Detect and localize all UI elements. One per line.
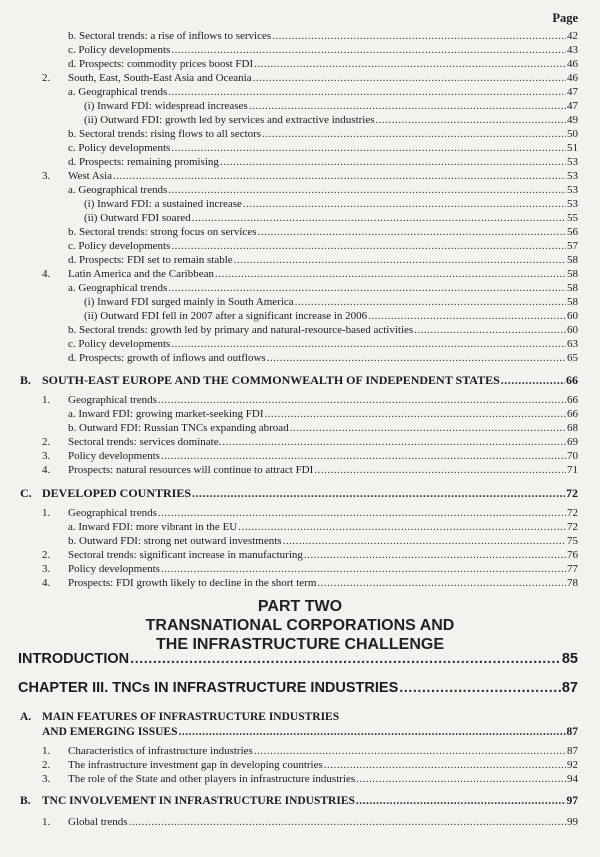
part-two-heading: PART TWO xyxy=(257,598,343,615)
toc-entry: b. Sectoral trends: rising flows to all sectors ..... 50 xyxy=(68,128,578,140)
toc-entry: c. Policy developments ..... 63 xyxy=(68,338,578,350)
toc-entry: 1. Geographical trends ..... 72 xyxy=(42,507,578,519)
toc-section-heading: B. SOUTH-EAST EUROPE AND THE COMMONWEALTH OF INDEPENDENT STATES ..... 66 xyxy=(20,373,578,388)
toc-entry: d. Prospects: growth of inflows and outflows ..... 65 xyxy=(68,352,578,364)
toc-entry: c. Policy developments ..... 51 xyxy=(68,142,578,154)
part-two-title-line1: TRANSNATIONAL CORPORATIONS AND xyxy=(145,617,455,634)
toc-entry: c. Policy developments ..... 43 xyxy=(68,44,578,56)
toc-entry: a. Inward FDI: more vibrant in the EU ..... 72 xyxy=(68,521,578,533)
toc-entry: 2. The infrastructure investment gap in developing countries ..... 92 xyxy=(42,759,578,771)
toc-entry: a. Inward FDI: growing market-seeking FDI ..... 66 xyxy=(68,408,578,420)
toc-entry: (ii) Outward FDI: growth led by services and extractive industries ..... 49 xyxy=(84,114,578,126)
toc-entry: d. Prospects: FDI set to remain stable ..... 58 xyxy=(68,254,578,266)
toc-entry: d. Prospects: commodity prices boost FDI ..... 46 xyxy=(68,58,578,70)
toc-entry: a. Geographical trends ..... 53 xyxy=(68,184,578,196)
toc-entry: d. Prospects: remaining promising ..... 53 xyxy=(68,156,578,168)
toc-entry: 2. Sectoral trends: services dominate. ..... 69 xyxy=(42,436,578,448)
toc-entry: c. Policy developments ..... 57 xyxy=(68,240,578,252)
toc-entry: b. Outward FDI: strong net outward investments ..... 75 xyxy=(68,535,578,547)
toc-entry: 4. Prospects: FDI growth likely to decline in the short term ..... 78 xyxy=(42,577,578,589)
toc-entry: (i) Inward FDI: a sustained increase ..... 53 xyxy=(84,198,578,210)
toc-chapter-heading: CHAPTER III. TNCs IN INFRASTRUCTURE INDUSTRIES ..... 87 xyxy=(18,680,578,696)
part-two-title-line2: THE INFRASTRUCTURE CHALLENGE xyxy=(156,636,444,653)
toc-entry: 3. Policy developments ..... 77 xyxy=(42,563,578,575)
toc-entry: 1. Characteristics of infrastructure industries ..... 87 xyxy=(42,745,578,757)
toc-entry: a. Geographical trends ..... 58 xyxy=(68,282,578,294)
toc-entry: 1. Geographical trends ..... 66 xyxy=(42,394,578,406)
page-column-label: Page xyxy=(552,11,578,25)
toc-entry: 3. The role of the State and other players in infrastructure industries ..... 94 xyxy=(42,773,578,785)
toc-entry: 3. Policy developments ..... 70 xyxy=(42,450,578,462)
toc-entry: (ii) Outward FDI soared ..... 55 xyxy=(84,212,578,224)
toc-entry: 2. South, East, South-East Asia and Oceania ..... 46 xyxy=(42,72,578,84)
toc-entry: a. Geographical trends ..... 47 xyxy=(68,86,578,98)
toc-entry: b. Sectoral trends: strong focus on services ..... 56 xyxy=(68,226,578,238)
toc-entry: b. Sectoral trends: growth led by primary and natural-resource-based activities ..... 60 xyxy=(68,324,578,336)
toc-entry: 1. Global trends ..... 99 xyxy=(42,816,578,828)
toc-section-heading: A. MAIN FEATURES OF INFRASTRUCTURE INDUSTRIES xyxy=(20,711,340,723)
toc-section-heading: C. DEVELOPED COUNTRIES ..... 72 xyxy=(20,486,578,501)
toc-entry: b. Sectoral trends: a rise of inflows to services ..... 42 xyxy=(68,30,578,42)
toc-entry: b. Outward FDI: Russian TNCs expanding abroad ..... 68 xyxy=(68,422,578,434)
toc-entry: 4. Latin America and the Caribbean ..... 58 xyxy=(42,268,578,280)
toc-introduction: INTRODUCTION ..... 85 xyxy=(18,651,578,667)
toc-entry: (ii) Outward FDI fell in 2007 after a significant increase in 2006 ..... 60 xyxy=(84,310,578,322)
toc-entry: 4. Prospects: natural resources will continue to attract FDI ..... 71 xyxy=(42,464,578,476)
toc-section-heading: B. TNC INVOLVEMENT IN INFRASTRUCTURE INDUSTRIES ..... 97 xyxy=(20,795,578,807)
toc-entry: (i) Inward FDI surged mainly in South America ..... 58 xyxy=(84,296,578,308)
toc-section-heading-cont: AND EMERGING ISSUES ..... 87 xyxy=(42,726,578,738)
toc-entry: (i) Inward FDI: widespread increases ..... 47 xyxy=(84,100,578,112)
toc-entry: 3. West Asia ..... 53 xyxy=(42,170,578,182)
toc-entry: 2. Sectoral trends: significant increase in manufacturing ..... 76 xyxy=(42,549,578,561)
